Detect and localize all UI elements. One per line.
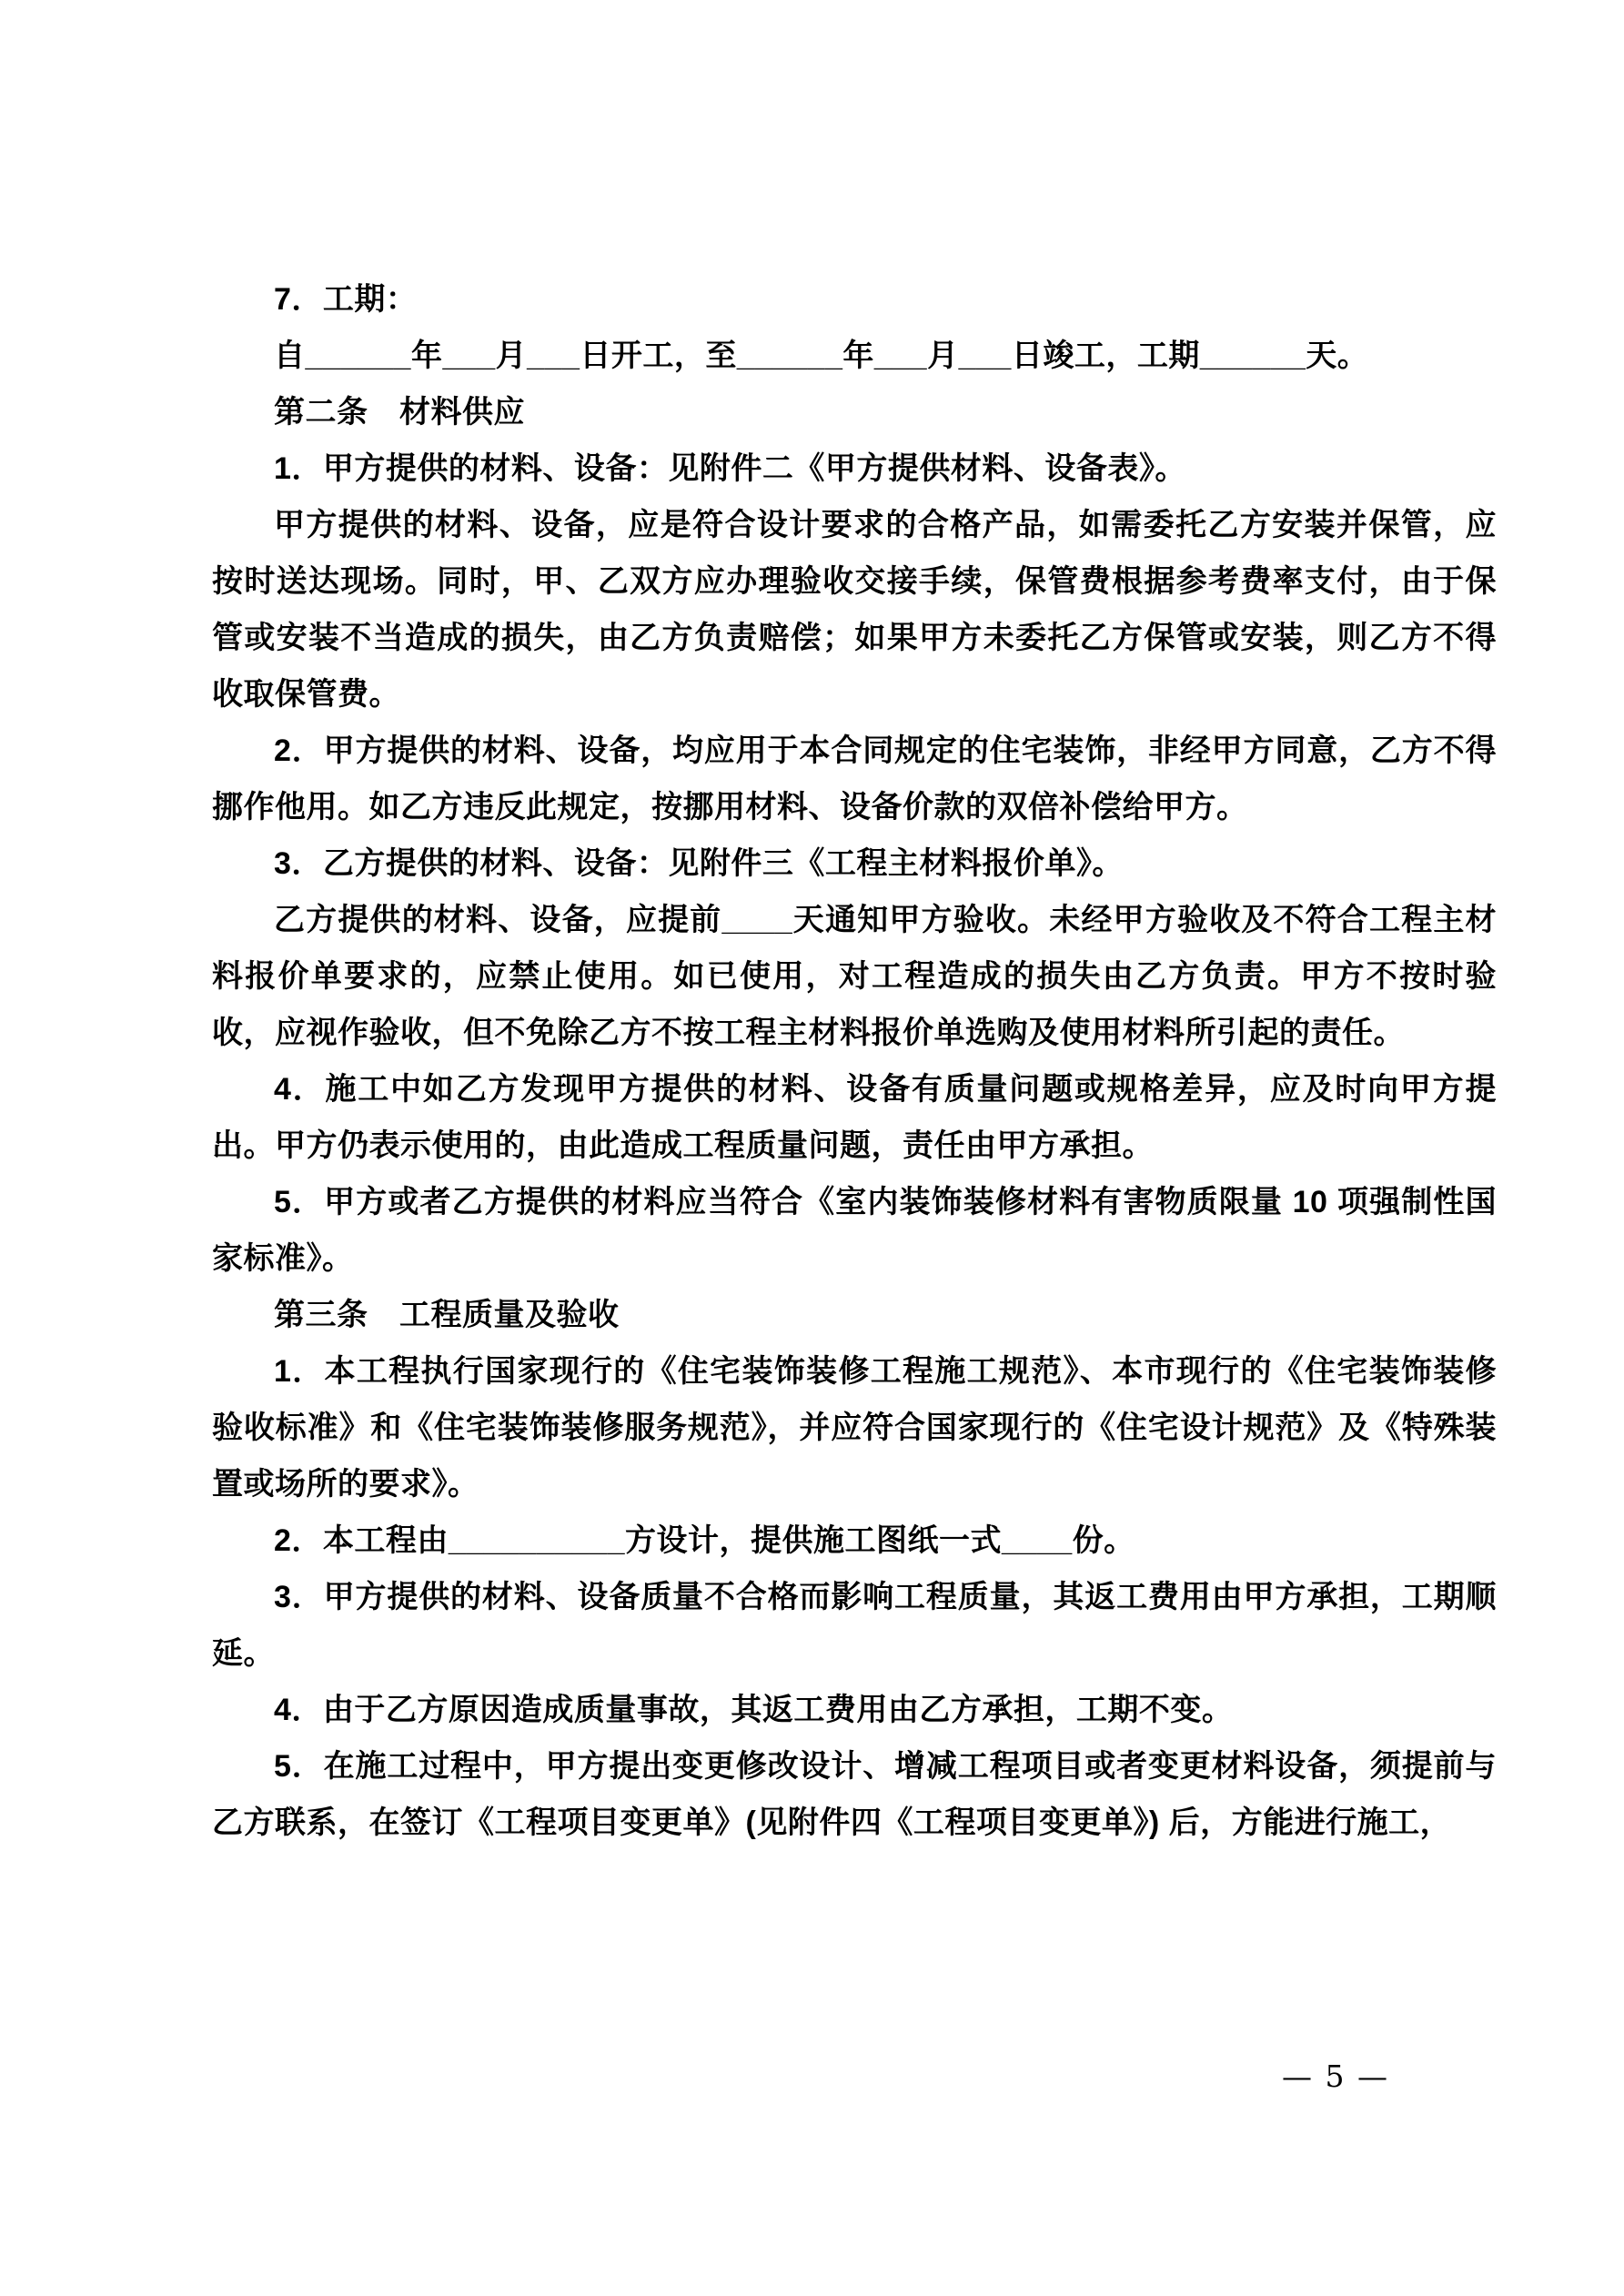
article-2-item-5: 5．甲方或者乙方提供的材料应当符合《室内装饰装修材料有害物质限量 10 项强制性国家标准》。 [212,1185,1497,1276]
contract-body [212,271,1497,1851]
article-3-item-5: 5．在施工过程中，甲方提出变更修改设计、增减工程项目或者变更材料设备，须提前与乙方联系，在签订《工程项目变更单》(见附件四《工程项目变更单》) 后，方能进行施工， [212,1749,1497,1840]
article-3-item-2: 2．本工程由__________方设计，提供施工图纸一式____份。 [274,1523,1135,1558]
clause-duration-heading: 7．工期： [274,282,418,317]
article-3-item-1: 1．本工程执行国家现行的《住宅装饰装修工程施工规范》、本市现行的《住宅装饰装修验收标准》和《住宅装饰装修服务规范》，并应符合国家现行的《住宅设计规范》及《特殊装置或场所的要求》。 [212,1354,1497,1502]
article-2-heading: 第二条 材料供应 [274,395,525,430]
article-2-item-3: 3．乙方提供的材料、设备：见附件三《工程主材料报价单》。 [274,846,1124,881]
article-3-item-3: 3．甲方提供的材料、设备质量不合格而影响工程质量，其返工费用由甲方承担，工期顺延。 [212,1580,1497,1671]
article-2-item-1-detail: 甲方提供的材料、设备，应是符合设计要求的合格产品，如需委托乙方安装并保管，应按时送达现场。同时，甲、乙双方应办理验收交接手续，保管费根据参考费率支付，由于保管或安装不当造成的损失，由乙方负责赔偿；如果甲方未委托乙方保管或安装，则乙方不得收取保管费。 [212,508,1497,712]
article-2-item-2: 2．甲方提供的材料、设备，均应用于本合同规定的住宅装饰，非经甲方同意，乙方不得挪作他用。如乙方违反此规定，按挪用材料、设备价款的双倍补偿给甲方。 [212,733,1497,824]
article-3-heading: 第三条 工程质量及验收 [274,1298,620,1332]
article-2-item-1: 1．甲方提供的材料、设备：见附件二《甲方提供材料、设备表》。 [274,451,1186,486]
article-3-item-4: 4．由于乙方原因造成质量事故，其返工费用由乙方承担，工期不变。 [274,1693,1234,1727]
page-number: — 5 — [1282,2058,1389,2094]
article-2-item-3-detail: 乙方提供的材料、设备，应提前____天通知甲方验收。未经甲方验收及不符合工程主材料报价单要求的，应禁止使用。如已使用，对工程造成的损失由乙方负责。甲方不按时验收，应视作验收，但不免除乙方不按工程主材料报价单选购及使用材料所引起的责任。 [212,903,1497,1050]
article-2-item-4: 4．施工中如乙方发现甲方提供的材料、设备有质量问题或规格差异，应及时向甲方提出。甲方仍表示使用的，由此造成工程质量问题，责任由甲方承担。 [212,1072,1497,1163]
clause-duration-blanks: 自______年___月___日开工，至______年___月___日竣工，工期______天。 [274,339,1369,373]
